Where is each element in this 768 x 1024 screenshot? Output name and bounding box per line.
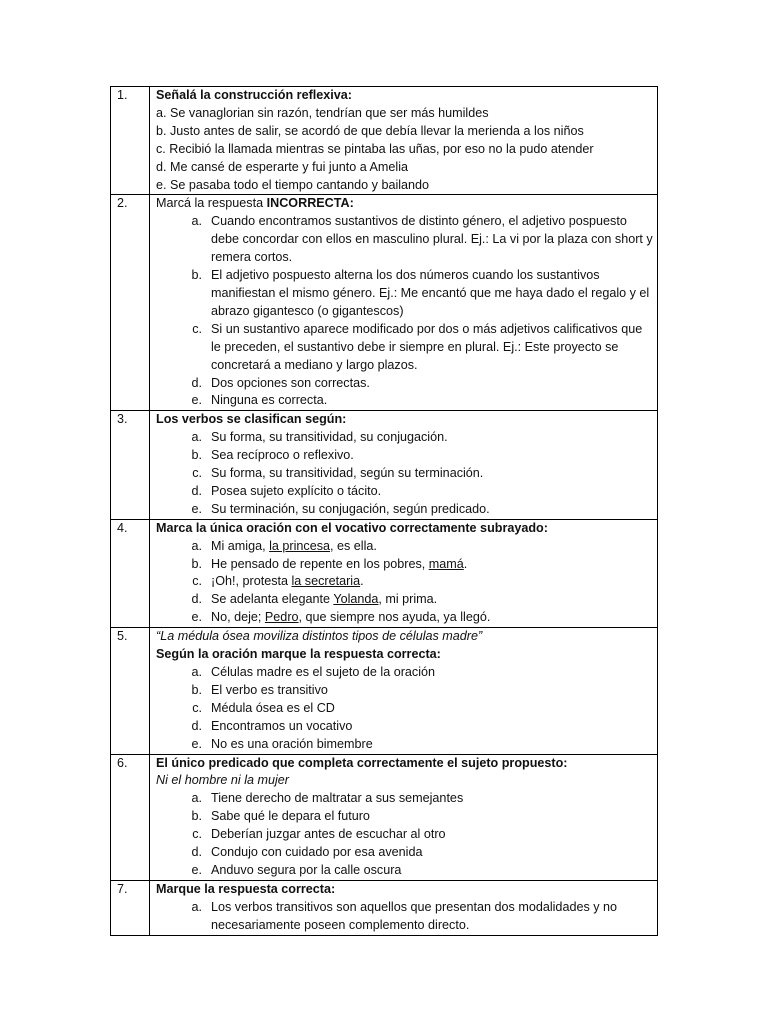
underlined-vocative: Pedro (264, 610, 299, 625)
option (156, 501, 653, 519)
option (156, 429, 653, 447)
option-text-post: , es ella. (330, 538, 377, 553)
question-number: 5. (111, 628, 150, 754)
question-title (156, 195, 653, 213)
option (156, 447, 653, 465)
option-text (202, 591, 653, 609)
underlined-vocative: la princesa (269, 538, 330, 553)
option (156, 664, 653, 682)
question-number: 3. (111, 411, 150, 519)
option-text-post: , que siempre nos ayuda, ya llegó. (298, 610, 491, 625)
question-row-2 (111, 195, 658, 411)
option (156, 538, 653, 556)
option-text (202, 609, 653, 627)
question-quote: “La médula ósea moviliza distintos tipos de células madre” (156, 629, 483, 644)
option-text: Su forma, su transitividad, según su terminación. (211, 466, 484, 481)
option-text (202, 556, 653, 574)
option-text: El verbo es transitivo (211, 682, 328, 697)
question-number: 7. (111, 880, 150, 935)
option (156, 808, 653, 826)
option-text-pre: He pensado de repente en los pobres, (211, 556, 429, 571)
option-letter: e. (191, 501, 202, 516)
option-text: Células madre es el sujeto de la oración (211, 665, 436, 679)
option (156, 718, 653, 736)
option-text: Sabe qué le depara el futuro (211, 809, 370, 824)
question-row-4 (111, 519, 658, 627)
option-letter: c. (192, 700, 202, 715)
question-title-prefix: Marcá la respuesta (156, 196, 267, 211)
option-letter: e. (191, 736, 202, 751)
option-letter: d. (191, 718, 202, 733)
question-number: 2. (111, 195, 150, 411)
option (156, 862, 653, 880)
option (156, 321, 653, 375)
question-title: Los verbos se clasifican según: (156, 412, 347, 427)
option-letter: d. (191, 592, 202, 607)
question-title: Marque la respuesta correcta: (156, 881, 336, 896)
option-text: Los verbos transitivos son aquellos que presentan dos modalidades y no necesariamente poseen complemento directo. (211, 899, 618, 932)
question-body (150, 411, 658, 519)
question-body (150, 87, 658, 195)
question-row-7 (111, 880, 658, 935)
option-text-post: . (360, 574, 364, 589)
option (156, 700, 653, 718)
option: c. Recibió la llamada mientras se pintaba las uñas, por eso no la pudo atender (156, 141, 594, 156)
option (156, 591, 653, 609)
option-letter: c. (192, 466, 202, 481)
option: d. Me cansé de esperarte y fui junto a Amelia (156, 159, 409, 174)
option-text-pre: ¡Oh!, protesta (211, 574, 292, 589)
question-row-1 (111, 87, 658, 195)
option-text: Su terminación, su conjugación, según predicado. (211, 501, 490, 516)
question-row-5 (111, 628, 658, 754)
option-letter: d. (191, 845, 202, 860)
option-text-post: , mi prima. (378, 592, 438, 607)
option-text: Ninguna es correcta. (211, 393, 328, 408)
option-text-pre: No, deje; (211, 610, 265, 625)
option-text: Dos opciones son correctas. (211, 375, 370, 390)
question-title-emphasis: INCORRECTA: (266, 196, 354, 211)
option-text: Anduvo segura por la calle oscura (211, 862, 402, 877)
option-text: No es una oración bimembre (211, 736, 373, 751)
option (156, 465, 653, 483)
option-letter: b. (191, 682, 202, 697)
option (156, 213, 653, 267)
option-letter: c. (192, 574, 202, 589)
option-text: El adjetivo pospuesto alterna los dos números cuando los sustantivos manifiestan el mismo género. Ej.: Me encantó que me haya dado el regalo y el abrazo gigantesco (o gigantescos) (211, 268, 650, 318)
option-letter: a. (191, 430, 202, 445)
option-letter: e. (191, 862, 202, 877)
option-letter: b. (191, 809, 202, 824)
option-text: Médula ósea es el CD (211, 700, 335, 715)
option-text: Sea recíproco o reflexivo. (211, 448, 354, 463)
option-text: Si un sustantivo aparece modificado por dos o más adjetivos calificativos que le preceden, el sustantivo debe ir siempre en plural. Ej.: Este proyecto se concretará a mediano y largo plazos. (211, 321, 643, 372)
option-text: Su forma, su transitividad, su conjugación. (211, 430, 448, 445)
question-title: Marca la única oración con el vocativo correctamente subrayado: (156, 520, 548, 535)
option-letter: e. (191, 393, 202, 408)
option-letter: e. (191, 610, 202, 625)
option (156, 682, 653, 700)
question-body (150, 628, 658, 754)
option (156, 899, 653, 935)
option: a. Se vanaglorian sin razón, tendrían que ser más humildes (156, 105, 489, 120)
option: e. Se pasaba todo el tiempo cantando y bailando (156, 177, 430, 192)
option-letter: d. (191, 375, 202, 390)
option-text (202, 538, 653, 556)
option (156, 375, 653, 393)
question-row-6 (111, 754, 658, 880)
option (156, 609, 653, 627)
option (156, 267, 653, 321)
question-number: 6. (111, 754, 150, 880)
question-body (150, 880, 658, 935)
quiz-table (110, 86, 658, 936)
option-text: Tiene derecho de maltratar a sus semejantes (211, 791, 464, 806)
option-letter: a. (191, 538, 202, 553)
question-number: 1. (111, 87, 150, 195)
option-letter: c. (192, 827, 202, 842)
question-body (150, 519, 658, 627)
option-text: Condujo con cuidado por esa avenida (211, 845, 423, 860)
option (156, 392, 653, 410)
option-text: Posea sujeto explícito o tácito. (211, 483, 382, 498)
option: b. Justo antes de salir, se acordó de que debía llevar la merienda a los niños (156, 123, 584, 138)
question-body (150, 195, 658, 411)
option-text: Cuando encontramos sustantivos de distinto género, el adjetivo pospuesto debe concordar con ellos en masculino plural. Ej.: La vi por la plaza con short y remera cortos. (211, 214, 653, 265)
underlined-vocative: mamá (428, 556, 464, 571)
option-text-post: . (463, 556, 468, 571)
option-letter: a. (191, 665, 202, 679)
option (156, 826, 653, 844)
question-body (150, 754, 658, 880)
question-number: 4. (111, 519, 150, 627)
question-row-3 (111, 411, 658, 519)
option-letter: d. (191, 483, 202, 498)
option-letter: b. (191, 448, 202, 463)
option (156, 736, 653, 754)
option-text-pre: Mi amiga, (211, 538, 270, 553)
option (156, 573, 653, 591)
option-text: Encontramos un vocativo (211, 718, 353, 733)
underlined-vocative: la secretaria (291, 574, 361, 589)
option-text: Deberían juzgar antes de escuchar al otro (211, 827, 446, 842)
question-subject: Ni el hombre ni la mujer (156, 773, 289, 788)
question-title: El único predicado que completa correctamente el sujeto propuesto: (156, 755, 568, 770)
option-letter: b. (191, 556, 202, 571)
option-letter: c. (192, 321, 202, 336)
option-letter: b. (191, 268, 202, 283)
option-letter: a. (191, 899, 202, 914)
question-title: Señalá la construcción reflexiva: (156, 88, 352, 102)
option-text (202, 573, 653, 591)
option (156, 790, 653, 808)
option (156, 556, 653, 574)
question-title: Según la oración marque la respuesta correcta: (156, 647, 441, 662)
underlined-vocative: Yolanda (333, 592, 379, 607)
option (156, 844, 653, 862)
option-letter: a. (191, 791, 202, 806)
option-letter: a. (191, 214, 202, 229)
option-text-pre: Se adelanta elegante (211, 592, 334, 607)
option (156, 483, 653, 501)
